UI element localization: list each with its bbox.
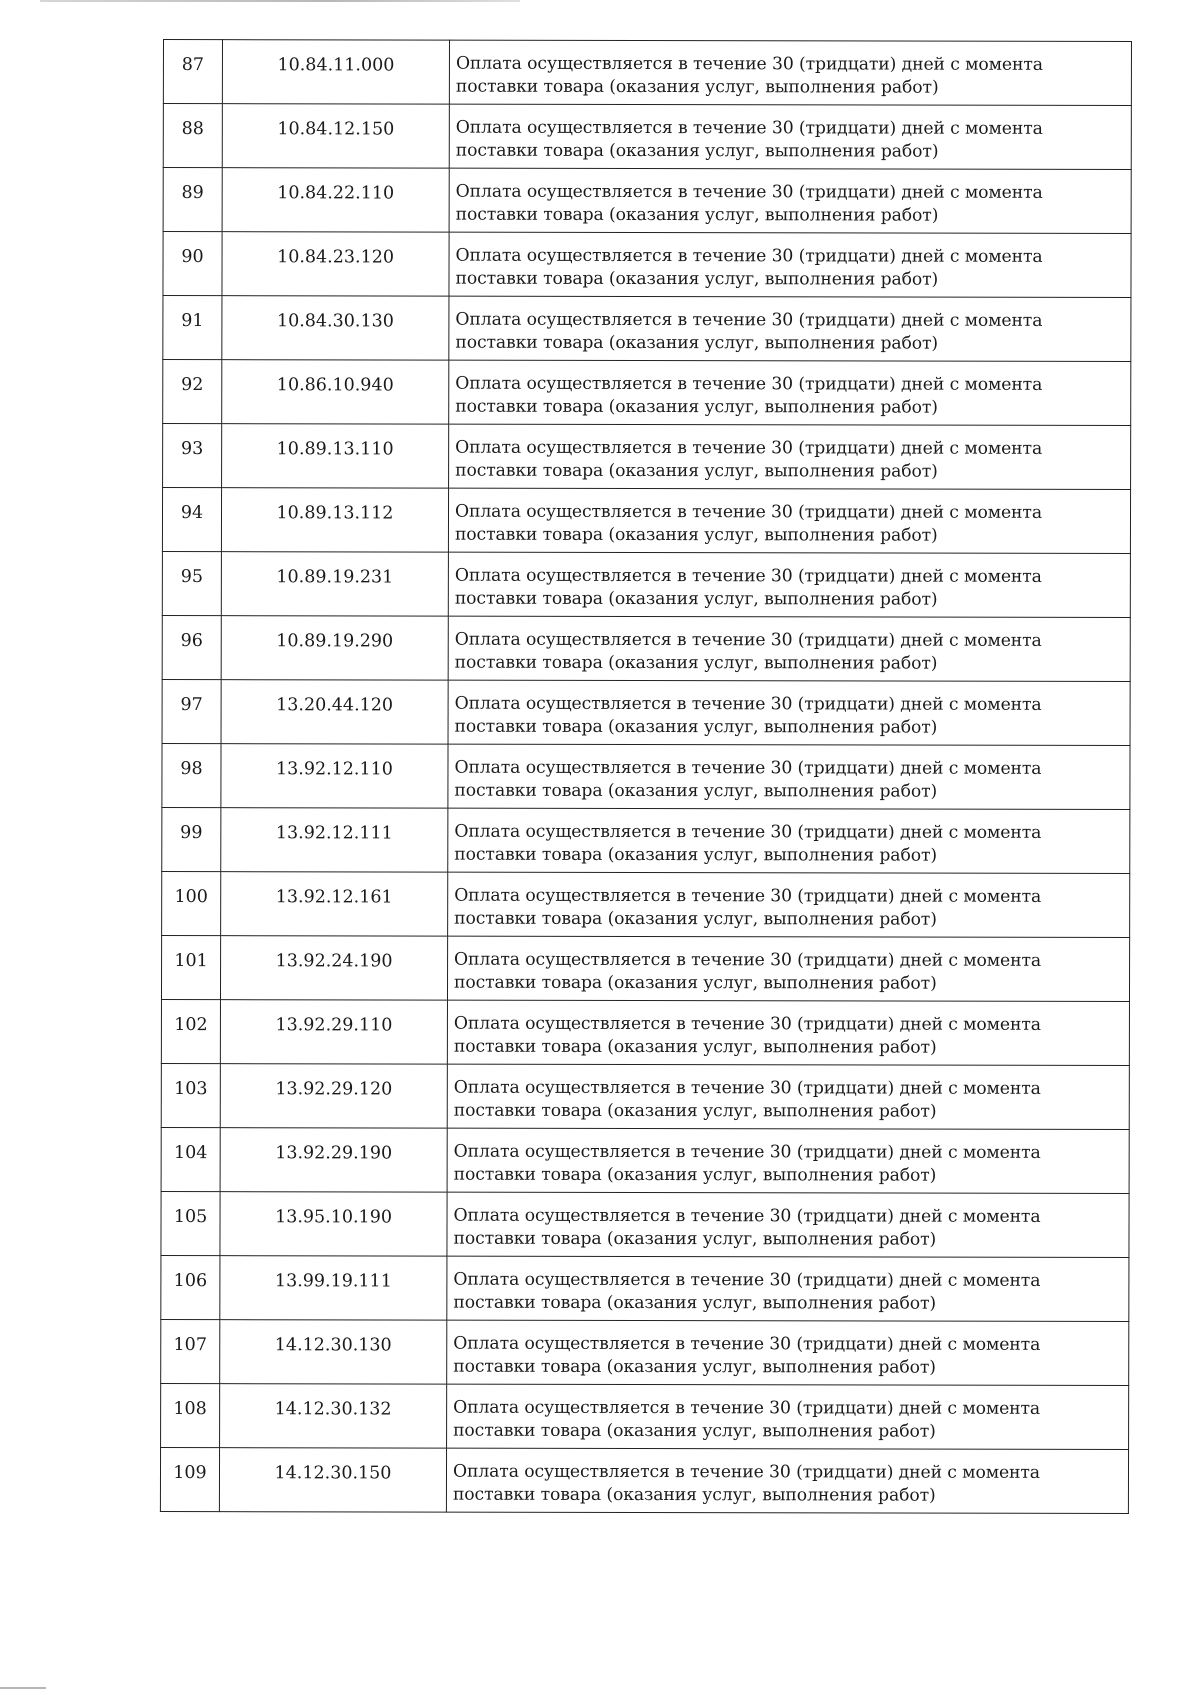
row-number: 99: [162, 807, 221, 871]
payment-condition: Оплата осуществляется в течение 30 (тридцати) дней с момента поставки товара (оказания услуг, выполнения работ): [447, 1384, 1129, 1449]
okpd-code: 10.84.23.120: [222, 232, 449, 296]
table-row: [162, 807, 1130, 873]
row-number: 95: [162, 551, 221, 615]
row-number: 102: [161, 999, 220, 1063]
okpd-code: 13.20.44.120: [221, 680, 448, 744]
payment-terms-table: [160, 39, 1132, 1514]
okpd-code: 13.92.29.190: [220, 1128, 447, 1192]
okpd-code: 10.84.11.000: [222, 40, 449, 104]
row-number: 105: [161, 1191, 220, 1255]
payment-condition: Оплата осуществляется в течение 30 (тридцати) дней с момента поставки товара (оказания услуг, выполнения работ): [448, 808, 1130, 873]
row-number: 101: [161, 935, 220, 999]
table-row: [161, 935, 1129, 1001]
table-row: [162, 488, 1130, 554]
payment-condition: Оплата осуществляется в течение 30 (тридцати) дней с момента поставки товара (оказания услуг, выполнения работ): [447, 1256, 1129, 1321]
row-number: 93: [163, 424, 222, 488]
row-number: 107: [161, 1319, 220, 1383]
table-row: [163, 168, 1131, 234]
table-row: [162, 743, 1130, 809]
okpd-code: 10.84.30.130: [222, 296, 449, 360]
row-number: 96: [162, 615, 221, 679]
payment-condition: Оплата осуществляется в течение 30 (тридцати) дней с момента поставки товара (оказания услуг, выполнения работ): [447, 1064, 1129, 1129]
okpd-code: 10.89.13.110: [222, 424, 449, 488]
table-row: [163, 296, 1131, 362]
scan-edge-mark: [0, 1687, 46, 1689]
payment-condition: Оплата осуществляется в течение 30 (тридцати) дней с момента поставки товара (оказания услуг, выполнения работ): [447, 1320, 1129, 1385]
row-number: 103: [161, 1063, 220, 1127]
table-row: [163, 424, 1131, 490]
okpd-code: 10.89.19.231: [221, 552, 448, 616]
table-row: [161, 1255, 1129, 1321]
table-row: [160, 1447, 1128, 1513]
table-row: [162, 615, 1130, 681]
table-row: [161, 999, 1129, 1065]
payment-condition: Оплата осуществляется в течение 30 (тридцати) дней с момента поставки товара (оказания услуг, выполнения работ): [448, 744, 1130, 809]
scan-edge-line: [40, 0, 520, 2]
payment-condition: Оплата осуществляется в течение 30 (тридцати) дней с момента поставки товара (оказания услуг, выполнения работ): [449, 232, 1131, 297]
okpd-code: 13.92.29.120: [220, 1064, 447, 1128]
payment-condition: Оплата осуществляется в течение 30 (тридцати) дней с момента поставки товара (оказания услуг, выполнения работ): [448, 552, 1130, 617]
payment-condition: Оплата осуществляется в течение 30 (тридцати) дней с момента поставки товара (оказания услуг, выполнения работ): [447, 1192, 1129, 1257]
okpd-code: 13.92.24.190: [220, 936, 447, 1000]
table-body: [160, 40, 1131, 1514]
table-row: [162, 679, 1130, 745]
payment-condition: Оплата осуществляется в течение 30 (тридцати) дней с момента поставки товара (оказания услуг, выполнения работ): [447, 936, 1129, 1001]
payment-condition: Оплата осуществляется в течение 30 (тридцати) дней с момента поставки товара (оказания услуг, выполнения работ): [449, 296, 1131, 361]
table-row: [162, 871, 1130, 937]
okpd-code: 13.92.12.161: [221, 872, 448, 936]
table-row: [161, 1383, 1129, 1449]
row-number: 106: [161, 1255, 220, 1319]
payment-condition: Оплата осуществляется в течение 30 (тридцати) дней с момента поставки товара (оказания услуг, выполнения работ): [448, 488, 1130, 553]
table-row: [161, 1191, 1129, 1257]
row-number: 97: [162, 679, 221, 743]
table-row: [161, 1063, 1129, 1129]
payment-condition: Оплата осуществляется в течение 30 (тридцати) дней с момента поставки товара (оказания услуг, выполнения работ): [449, 40, 1131, 105]
table-row: [161, 1127, 1129, 1193]
payment-condition: Оплата осуществляется в течение 30 (тридцати) дней с момента поставки товара (оказания услуг, выполнения работ): [446, 1448, 1128, 1513]
okpd-code: 14.12.30.132: [220, 1384, 447, 1448]
okpd-code: 10.89.13.112: [221, 488, 448, 552]
row-number: 94: [162, 488, 221, 552]
table-row: [161, 1319, 1129, 1385]
okpd-code: 13.92.12.111: [221, 808, 448, 872]
row-number: 92: [163, 360, 222, 424]
row-number: 104: [161, 1127, 220, 1191]
table-row: [163, 232, 1131, 298]
okpd-code: 13.92.12.110: [221, 744, 448, 808]
payment-condition: Оплата осуществляется в течение 30 (тридцати) дней с момента поставки товара (оказания услуг, выполнения работ): [448, 680, 1130, 745]
row-number: 98: [162, 743, 221, 807]
row-number: 100: [162, 871, 221, 935]
okpd-code: 10.86.10.940: [222, 360, 449, 424]
payment-condition: Оплата осуществляется в течение 30 (тридцати) дней с момента поставки товара (оказания услуг, выполнения работ): [447, 1000, 1129, 1065]
row-number: 89: [163, 168, 222, 232]
table-row: [162, 551, 1130, 617]
row-number: 108: [161, 1383, 220, 1447]
payment-condition: Оплата осуществляется в течение 30 (тридцати) дней с момента поставки товара (оказания услуг, выполнения работ): [449, 424, 1131, 489]
table-row: [163, 360, 1131, 426]
payment-condition: Оплата осуществляется в течение 30 (тридцати) дней с момента поставки товара (оказания услуг, выполнения работ): [449, 168, 1131, 233]
okpd-code: 13.99.19.111: [220, 1256, 447, 1320]
payment-condition: Оплата осуществляется в течение 30 (тридцати) дней с момента поставки товара (оказания услуг, выполнения работ): [448, 616, 1130, 681]
okpd-code: 13.95.10.190: [220, 1192, 447, 1256]
payment-condition: Оплата осуществляется в течение 30 (тридцати) дней с момента поставки товара (оказания услуг, выполнения работ): [449, 104, 1131, 169]
okpd-code: 10.84.22.110: [222, 168, 449, 232]
row-number: 109: [160, 1447, 219, 1511]
table-row: [163, 104, 1131, 170]
payment-condition: Оплата осуществляется в течение 30 (тридцати) дней с момента поставки товара (оказания услуг, выполнения работ): [449, 360, 1131, 425]
row-number: 91: [163, 296, 222, 360]
payment-condition: Оплата осуществляется в течение 30 (тридцати) дней с момента поставки товара (оказания услуг, выполнения работ): [447, 1128, 1129, 1193]
okpd-code: 14.12.30.130: [220, 1320, 447, 1384]
payment-condition: Оплата осуществляется в течение 30 (тридцати) дней с момента поставки товара (оказания услуг, выполнения работ): [448, 872, 1130, 937]
row-number: 90: [163, 232, 222, 296]
table-row: [163, 40, 1131, 106]
row-number: 88: [163, 104, 222, 168]
okpd-code: 10.84.12.150: [222, 104, 449, 168]
okpd-code: 13.92.29.110: [220, 1000, 447, 1064]
row-number: 87: [163, 40, 222, 104]
okpd-code: 14.12.30.150: [219, 1448, 446, 1512]
okpd-code: 10.89.19.290: [221, 616, 448, 680]
